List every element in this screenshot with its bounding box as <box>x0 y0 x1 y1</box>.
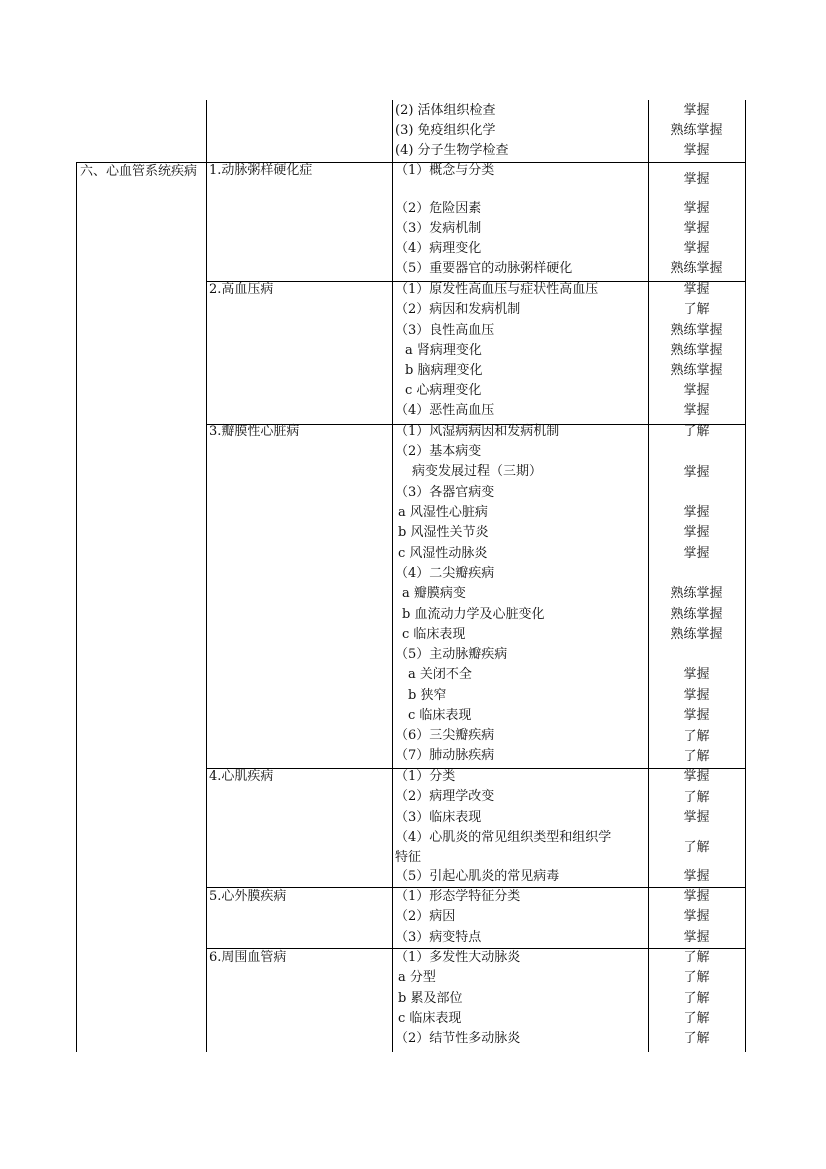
item-level: 掌握 <box>683 869 710 884</box>
item-level: 了解 <box>683 950 710 965</box>
item-level: 掌握 <box>683 221 710 236</box>
topic-title: 4.心肌疾病 <box>209 769 274 784</box>
item-level: 掌握 <box>683 889 710 904</box>
item-level: 掌握 <box>683 505 710 520</box>
item-text: （1）概念与分类 <box>395 163 495 178</box>
topic-title: 2.高血压病 <box>209 282 274 297</box>
item-text: c 心病理变化 <box>405 383 482 398</box>
item-text: c 临床表现 <box>398 1011 462 1026</box>
item-level: 熟练掌握 <box>670 627 723 642</box>
item-text: （1）风湿病病因和发病机制 <box>395 424 560 439</box>
item-level: 了解 <box>683 790 710 805</box>
border-left <box>76 162 77 1052</box>
item-text: a 风湿性心脏病 <box>398 505 488 520</box>
item-level: 掌握 <box>683 403 710 418</box>
item-text: b 狭窄 <box>408 688 447 703</box>
item-level: 掌握 <box>683 103 710 118</box>
item-level: 掌握 <box>683 525 710 540</box>
item-level: 掌握 <box>683 769 710 784</box>
item-level: 熟练掌握 <box>670 586 723 601</box>
item-text: （4）恶性高血压 <box>395 403 495 418</box>
section-title: 六、心血管系统疾病 <box>80 164 198 179</box>
item-level: 熟练掌握 <box>670 323 723 338</box>
item-text: （2）基本病变 <box>395 444 482 459</box>
item-text: 病变发展过程（三期） <box>412 464 543 479</box>
item-level: 熟练掌握 <box>670 343 723 358</box>
item-text: （4）心肌炎的常见组织类型和组织学 <box>395 830 612 845</box>
item-text: （4）二尖瓣疾病 <box>395 566 495 581</box>
item-level: 掌握 <box>683 546 710 561</box>
item-text: a 分型 <box>398 970 436 985</box>
border-col1 <box>206 100 207 1052</box>
item-level: 了解 <box>683 991 710 1006</box>
item-text: （4）病理变化 <box>395 241 482 256</box>
border-col2 <box>392 100 393 1052</box>
item-text: c 风湿性动脉炎 <box>398 546 488 561</box>
item-level: 熟练掌握 <box>670 607 723 622</box>
item-level: 掌握 <box>683 241 710 256</box>
item-text: （2）结节性多动脉炎 <box>395 1031 521 1046</box>
topic-title: 5.心外膜疾病 <box>209 889 287 904</box>
item-text: （1）原发性高血压与症状性高血压 <box>395 282 599 297</box>
item-level: 掌握 <box>683 708 710 723</box>
item-level: 了解 <box>683 302 710 317</box>
item-level: 掌握 <box>683 201 710 216</box>
item-text: 特征 <box>395 850 422 865</box>
item-text: （5）引起心肌炎的常见病毒 <box>395 869 560 884</box>
item-text: （3）各器官病变 <box>395 485 495 500</box>
item-text: a 关闭不全 <box>408 667 472 682</box>
item-text: （2）病理学改变 <box>395 789 495 804</box>
item-level: 了解 <box>683 729 710 744</box>
item-text: b 风湿性关节炎 <box>398 525 489 540</box>
item-level: 掌握 <box>683 282 710 297</box>
item-level: 掌握 <box>683 810 710 825</box>
topic-title: 3.瓣膜性心脏病 <box>209 424 300 439</box>
item-level: 了解 <box>683 970 710 985</box>
topic-title: 6.周围血管病 <box>209 950 287 965</box>
item-level: 掌握 <box>683 667 710 682</box>
item-level: 熟练掌握 <box>670 261 723 276</box>
item-text: b 累及部位 <box>398 991 463 1006</box>
item-text: c 临床表现 <box>402 627 466 642</box>
item-text: （5）主动脉瓣疾病 <box>395 647 508 662</box>
border-right <box>745 100 746 1052</box>
item-text: （1）形态学特征分类 <box>395 889 521 904</box>
item-level: 了解 <box>683 424 710 439</box>
item-level: 掌握 <box>683 465 710 480</box>
item-text: （1）多发性大动脉炎 <box>395 950 521 965</box>
item-level: 掌握 <box>683 172 710 187</box>
item-text: （1）分类 <box>395 769 456 784</box>
item-level: 掌握 <box>683 143 710 158</box>
item-level: 掌握 <box>683 930 710 945</box>
item-level: 掌握 <box>683 909 710 924</box>
item-level: 熟练掌握 <box>670 123 723 138</box>
item-text: （3）临床表现 <box>395 810 482 825</box>
item-text: （5）重要器官的动脉粥样硬化 <box>395 261 573 276</box>
item-text: （7）肺动脉疾病 <box>395 748 495 763</box>
item-level: 了解 <box>683 1031 710 1046</box>
item-level: 掌握 <box>683 688 710 703</box>
item-text: （3）病变特点 <box>395 930 482 945</box>
item-text: （2）病因和发病机制 <box>395 302 521 317</box>
item-text: （2）危险因素 <box>395 201 482 216</box>
item-level: 了解 <box>683 840 710 855</box>
item-text: (2) 活体组织检查 <box>395 103 496 118</box>
item-text: a 瓣膜病变 <box>402 586 466 601</box>
item-level: 了解 <box>683 1011 710 1026</box>
item-level: 熟练掌握 <box>670 363 723 378</box>
item-text: （6）三尖瓣疾病 <box>395 728 495 743</box>
item-text: （3）发病机制 <box>395 221 482 236</box>
topic-title: 1.动脉粥样硬化症 <box>209 163 313 178</box>
item-level: 了解 <box>683 749 710 764</box>
item-text: b 脑病理变化 <box>405 363 483 378</box>
item-text: (3) 免疫组织化学 <box>395 123 496 138</box>
item-level: 掌握 <box>683 383 710 398</box>
item-text: (4) 分子生物学检查 <box>395 143 509 158</box>
item-text: a 肾病理变化 <box>405 343 482 358</box>
item-text: （2）病因 <box>395 909 456 924</box>
item-text: b 血流动力学及心脏变化 <box>402 607 545 622</box>
item-text: （3）良性高血压 <box>395 323 495 338</box>
item-text: c 临床表现 <box>408 708 472 723</box>
